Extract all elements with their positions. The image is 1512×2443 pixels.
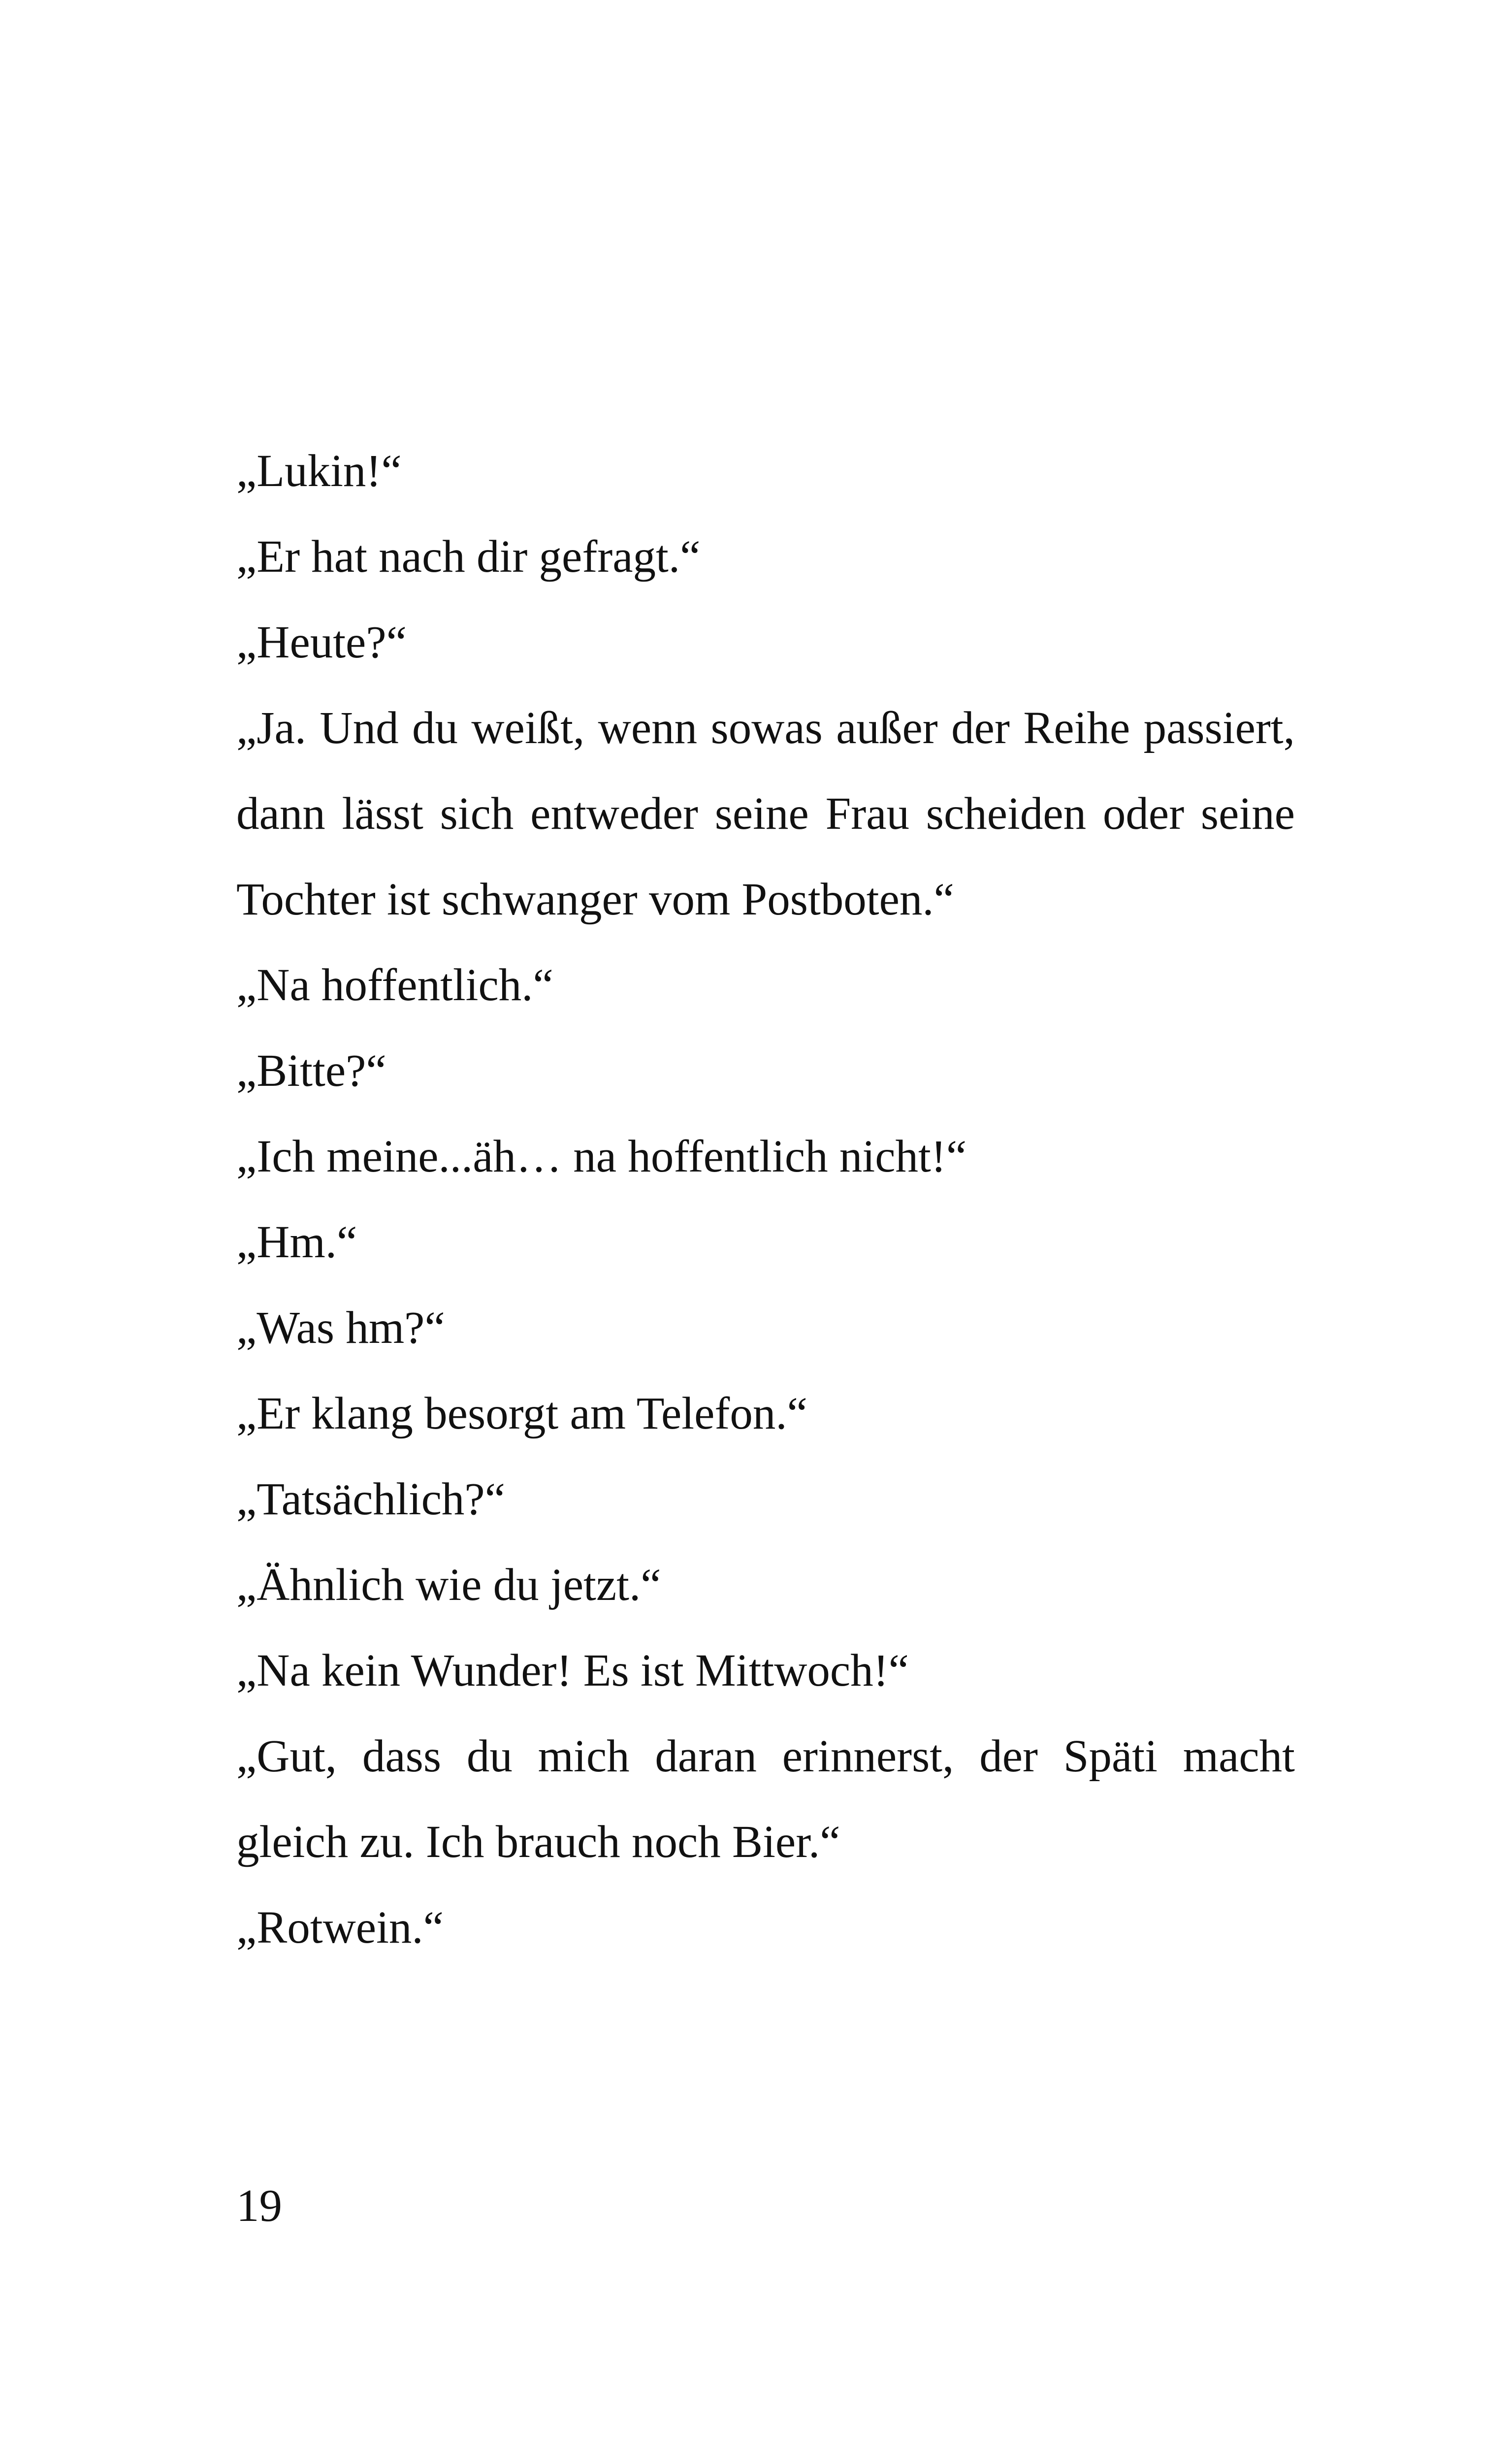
dialogue-line: „Heute?“ bbox=[236, 617, 407, 668]
body-text bbox=[236, 428, 1295, 1971]
dialogue-line: „Rotwein.“ bbox=[236, 1902, 444, 1953]
dialogue-line: „Tatsächlich?“ bbox=[236, 1474, 505, 1525]
dialogue-line: „Ähnlich wie du jetzt.“ bbox=[236, 1560, 661, 1610]
dialogue-line: „Hm.“ bbox=[236, 1217, 357, 1268]
dialogue-line: „Bitte?“ bbox=[236, 1045, 386, 1096]
dialogue-line: „Gut, dass du mich daran erinnerst, der Späti macht gleich zu. Ich brauch noch Bier.“ bbox=[236, 1731, 1295, 1867]
dialogue-line: „Ich meine...äh… na hoffentlich nicht!“ bbox=[236, 1131, 967, 1182]
dialogue-line: „Was hm?“ bbox=[236, 1303, 445, 1353]
dialogue-line: „Ja. Und du weißt, wenn sowas außer der Reihe passiert, dann lässt sich entweder seine Frau scheiden oder seine Tochter ist schwanger vom Postboten.“ bbox=[236, 703, 1295, 925]
dialogue-line: „Er hat nach dir gefragt.“ bbox=[236, 531, 701, 582]
dialogue-line: „Lukin!“ bbox=[236, 446, 402, 496]
dialogue-line: „Na hoffentlich.“ bbox=[236, 960, 553, 1010]
dialogue-line: „Er klang besorgt am Telefon.“ bbox=[236, 1388, 807, 1439]
dialogue-line: „Na kein Wunder! Es ist Mittwoch!“ bbox=[236, 1645, 909, 1696]
page-number: 19 bbox=[236, 2181, 282, 2231]
